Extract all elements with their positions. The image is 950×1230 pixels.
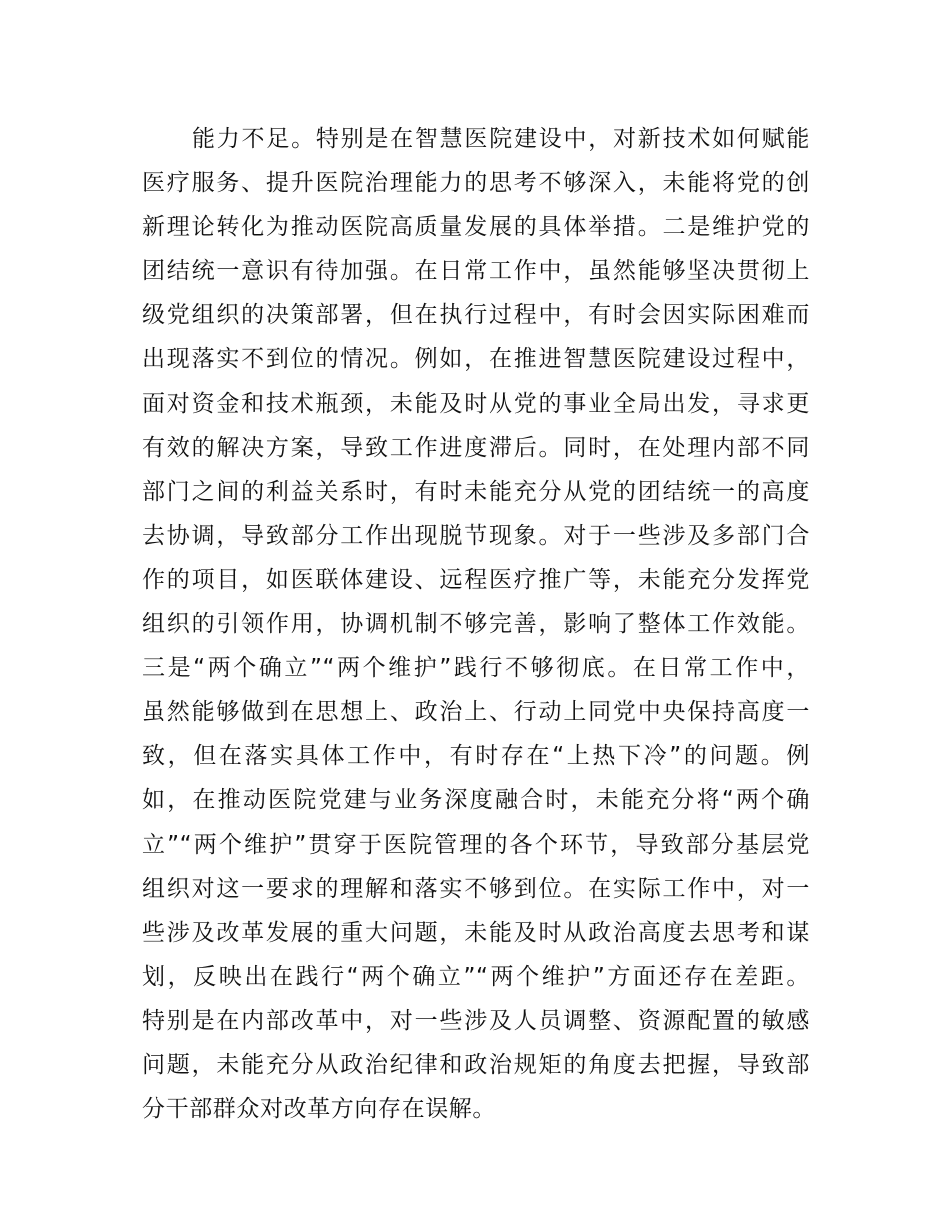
document-page: [142, 117, 810, 1131]
text-line: 组织的引领作用，协调机制不够完善，影响了整体工作效能。: [142, 611, 810, 638]
text-line: 部门之间的利益关系时，有时未能充分从党的团结统一的高度: [142, 478, 810, 505]
text-line: 医疗服务、提升医院治理能力的思考不够深入，未能将党的创: [142, 170, 810, 197]
text-line: 三是“两个确立”“两个维护”践行不够彻底。在日常工作中，: [142, 655, 810, 682]
text-line: 有效的解决方案，导致工作进度滞后。同时，在处理内部不同: [142, 434, 810, 461]
text-line: 组织对这一要求的理解和落实不够到位。在实际工作中，对一: [142, 875, 810, 902]
text-line: 些涉及改革发展的重大问题，未能及时从政治高度去思考和谋: [142, 919, 810, 946]
text-line: 致，但在落实具体工作中，有时存在“上热下冷”的问题。例: [142, 743, 810, 770]
text-line: 去协调，导致部分工作出现脱节现象。对于一些涉及多部门合: [142, 522, 810, 549]
text-line: 特别是在内部改革中，对一些涉及人员调整、资源配置的敏感: [142, 1007, 810, 1034]
text-line: 如，在推动医院党建与业务深度融合时，未能充分将“两个确: [142, 787, 810, 814]
text-line: 划，反映出在践行“两个确立”“两个维护”方面还存在差距。: [142, 963, 810, 990]
text-line: 面对资金和技术瓶颈，未能及时从党的事业全局出发，寻求更: [142, 390, 810, 417]
text-line: 分干部群众对改革方向存在误解。: [142, 1096, 496, 1123]
text-line: 能力不足。特别是在智慧医院建设中，对新技术如何赋能: [192, 126, 810, 152]
text-line: 级党组织的决策部署，但在执行过程中，有时会因实际困难而: [142, 302, 810, 329]
text-line: 问题，未能充分从政治纪律和政治规矩的角度去把握，导致部: [142, 1051, 810, 1078]
text-line: 出现落实不到位的情况。例如，在推进智慧医院建设过程中，: [142, 346, 810, 373]
text-line: 虽然能够做到在思想上、政治上、行动上同党中央保持高度一: [142, 699, 810, 726]
body-paragraph: [142, 117, 810, 1131]
text-line: 作的项目，如医联体建设、远程医疗推广等，未能充分发挥党: [142, 566, 810, 593]
text-line: 团结统一意识有待加强。在日常工作中，虽然能够坚决贯彻上: [142, 258, 810, 285]
text-line: 立”“两个维护”贯穿于医院管理的各个环节，导致部分基层党: [142, 831, 810, 858]
text-line: 新理论转化为推动医院高质量发展的具体举措。二是维护党的: [142, 214, 810, 241]
